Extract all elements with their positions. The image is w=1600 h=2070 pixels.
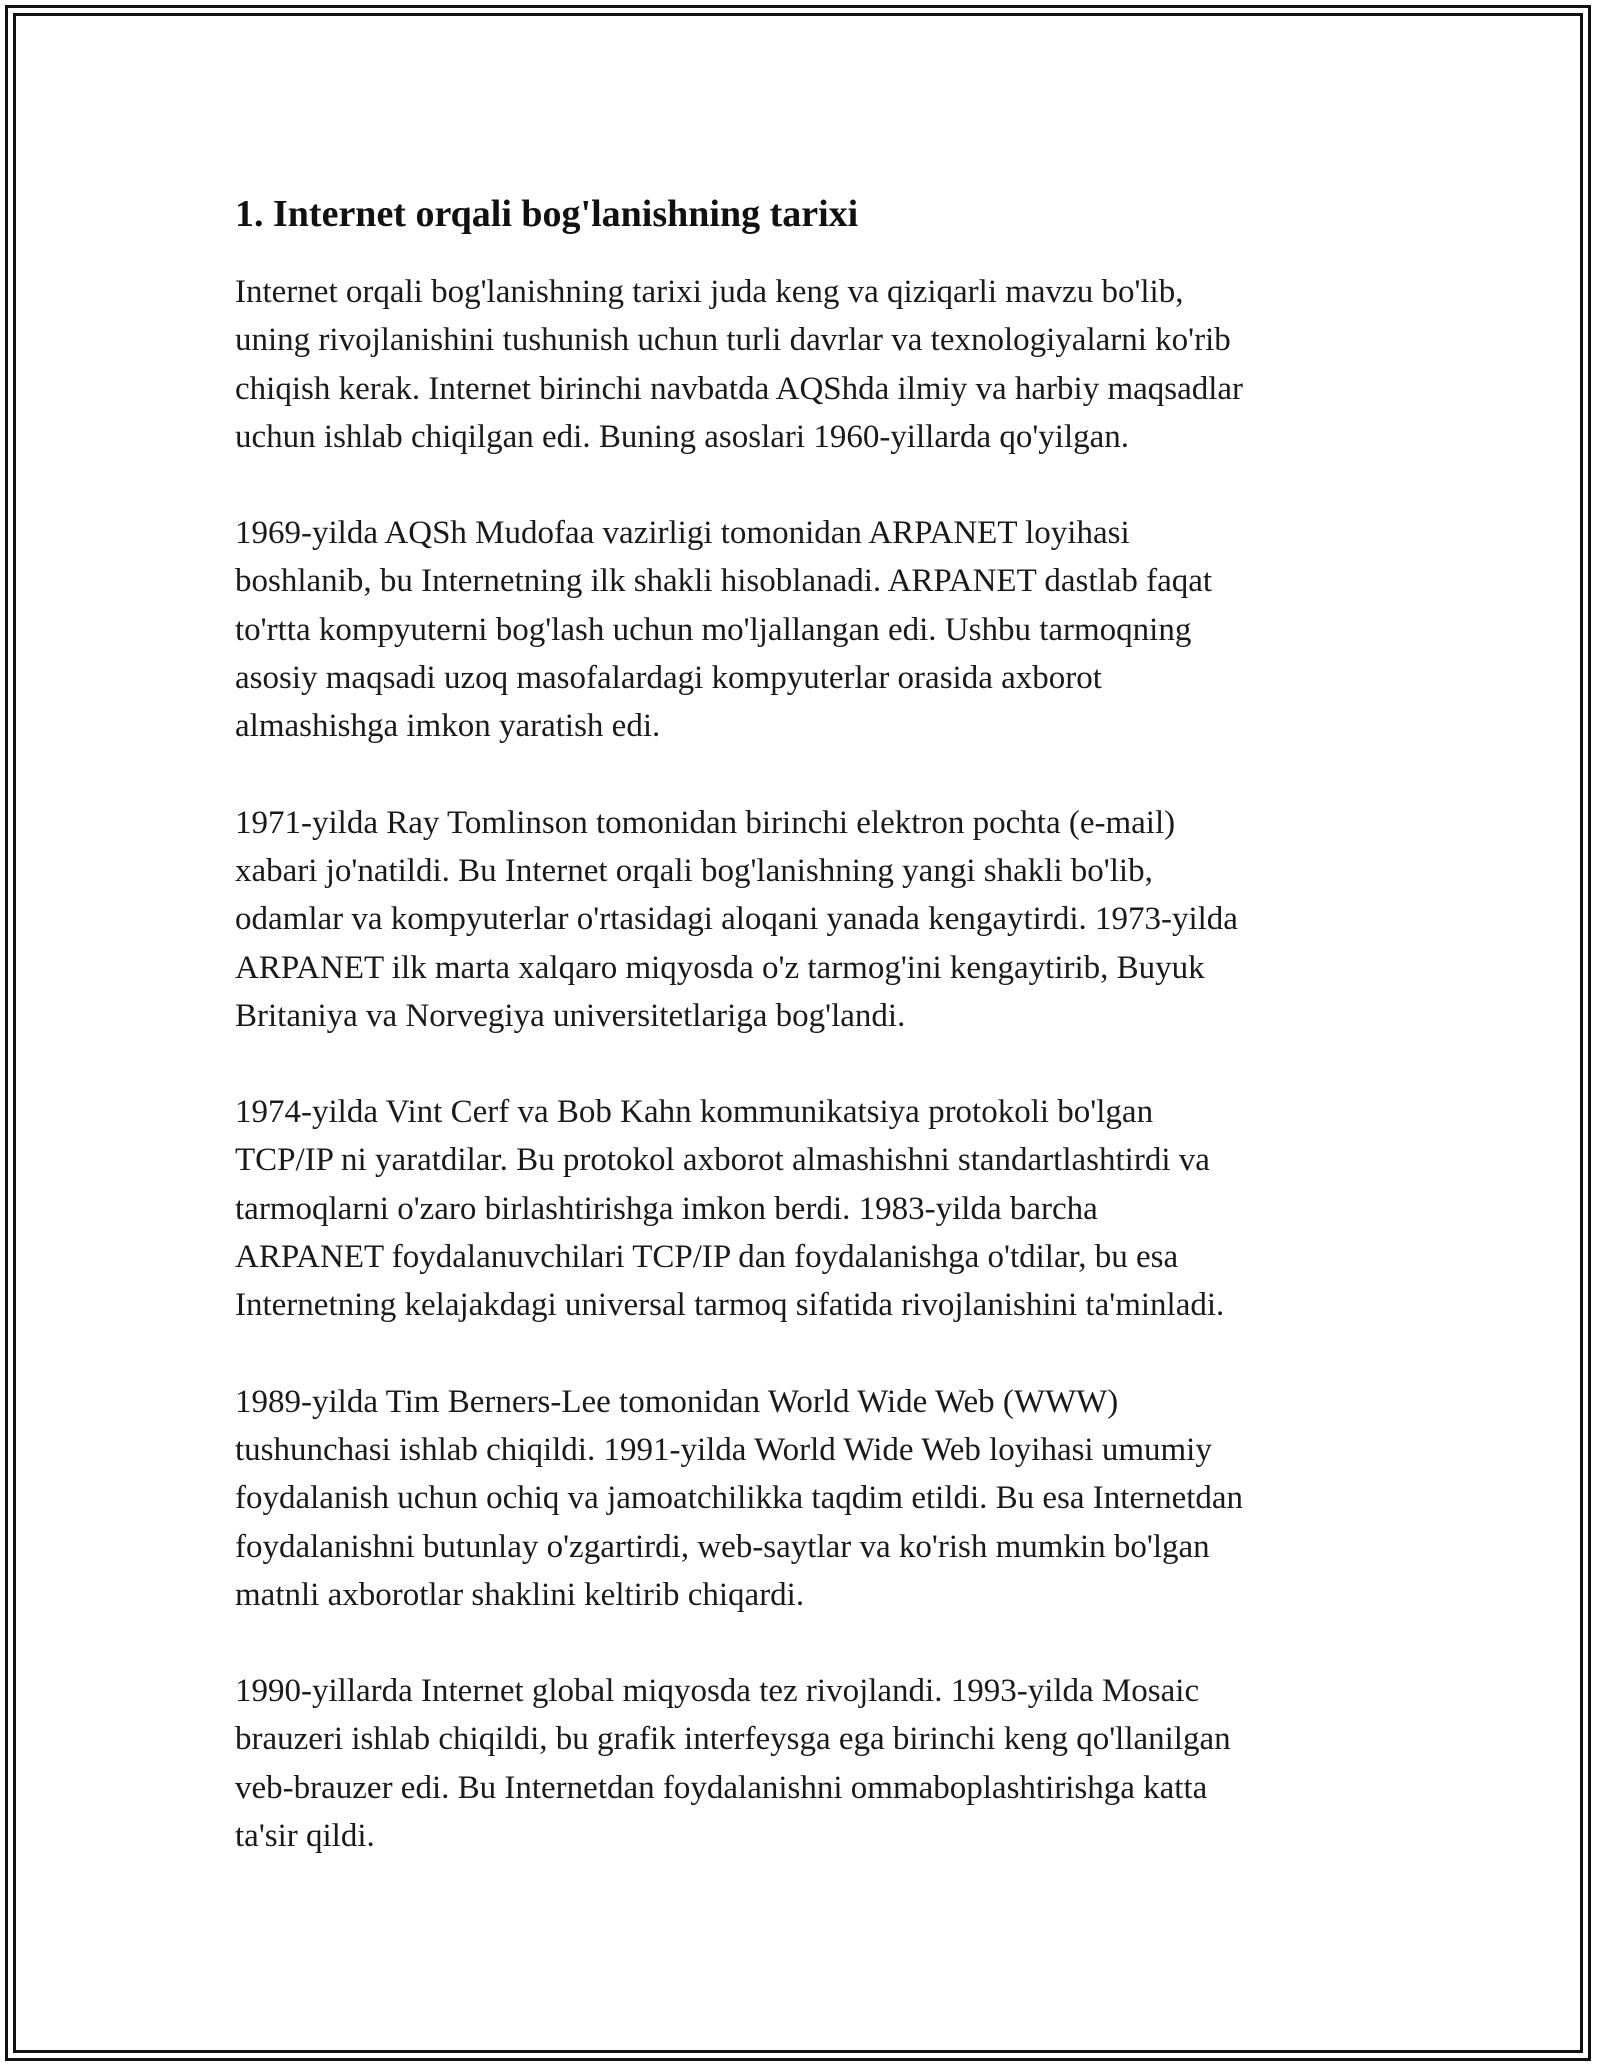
text-line: ta'sir qildi. xyxy=(235,1818,375,1855)
paragraph-4 xyxy=(235,1088,1375,1329)
text-line: ARPANET ilk marta xalqaro miqyosda o'z tarmog'ini kengaytirib, Buyuk xyxy=(235,949,1205,986)
text-line: matnli axborotlar shaklini keltirib chiqardi. xyxy=(235,1576,805,1613)
text-line: foydalanish uchun ochiq va jamoatchilikka taqdim etildi. Bu esa Internetdan xyxy=(235,1480,1244,1517)
paragraph-6 xyxy=(235,1667,1375,1860)
text-line: TCP/IP ni yaratdilar. Bu protokol axborot almashishni standartlashtirdi va xyxy=(235,1142,1210,1179)
text-line: uning rivojlanishini tushunish uchun turli davrlar va texnologiyalarni ko'rib xyxy=(235,322,1231,359)
text-line: brauzeri ishlab chiqildi, bu grafik interfeysga ega birinchi keng qo'llanilgan xyxy=(235,1721,1231,1758)
section-title: 1. Internet orqali bog'lanishning tarixi xyxy=(235,193,859,235)
text-line: odamlar va kompyuterlar o'rtasidagi aloqani yanada kengaytirdi. 1973-yilda xyxy=(235,901,1238,938)
text-line: tarmoqlarni o'zaro birlashtirishga imkon berdi. 1983-yilda barcha xyxy=(235,1190,1098,1227)
paragraph-5 xyxy=(235,1378,1375,1619)
text-line: 1971-yilda Ray Tomlinson tomonidan birinchi elektron pochta (e-mail) xyxy=(235,804,1176,841)
text-line: 1969-yilda AQSh Mudofaa vazirligi tomonidan ARPANET loyihasi xyxy=(235,515,1130,552)
text-line: almashishga imkon yaratish edi. xyxy=(235,708,661,745)
text-line: uchun ishlab chiqilgan edi. Buning asoslari 1960-yillarda qo'yilgan. xyxy=(235,418,1130,455)
text-line: 1989-yilda Tim Berners-Lee tomonidan World Wide Web (WWW) xyxy=(235,1383,1119,1420)
document-body xyxy=(235,186,1375,1908)
text-line: to'rtta kompyuterni bog'lash uchun mo'ljallangan edi. Ushbu tarmoqning xyxy=(235,611,1192,648)
text-line: 1990-yillarda Internet global miqyosda tez rivojlandi. 1993-yilda Mosaic xyxy=(235,1673,1200,1710)
text-line: veb-brauzer edi. Bu Internetdan foydalanishni ommaboplashtirishga katta xyxy=(235,1769,1208,1806)
text-line: Britaniya va Norvegiya universitetlariga bog'landi. xyxy=(235,997,906,1034)
paragraph-1 xyxy=(235,268,1375,461)
text-line: xabari jo'natildi. Bu Internet orqali bog'lanishning yangi shakli bo'lib, xyxy=(235,852,1153,889)
text-line: ARPANET foydalanuvchilari TCP/IP dan foydalanishga o'tdilar, bu esa xyxy=(235,1239,1179,1276)
text-line: chiqish kerak. Internet birinchi navbatda AQShda ilmiy va harbiy maqsadlar xyxy=(235,370,1244,407)
text-line: Internet orqali bog'lanishning tarixi juda keng va qiziqarli mavzu bo'lib, xyxy=(235,274,1184,310)
paragraph-2 xyxy=(235,509,1375,750)
text-line: asosiy maqsadi uzoq masofalardagi kompyuterlar orasida axborot xyxy=(235,660,1102,697)
text-line: foydalanishni butunlay o'zgartirdi, web-saytlar va ko'rish mumkin bo'lgan xyxy=(235,1528,1210,1565)
text-line: Internetning kelajakdagi universal tarmoq sifatida rivojlanishini ta'minladi. xyxy=(235,1287,1225,1324)
paragraph-3 xyxy=(235,799,1375,1040)
text-line: boshlanib, bu Internetning ilk shakli hisoblanadi. ARPANET dastlab faqat xyxy=(235,563,1213,600)
text-line: tushunchasi ishlab chiqildi. 1991-yilda World Wide Web loyihasi umumiy xyxy=(235,1431,1212,1468)
text-line: 1974-yilda Vint Cerf va Bob Kahn kommunikatsiya protokoli bo'lgan xyxy=(235,1094,1154,1131)
